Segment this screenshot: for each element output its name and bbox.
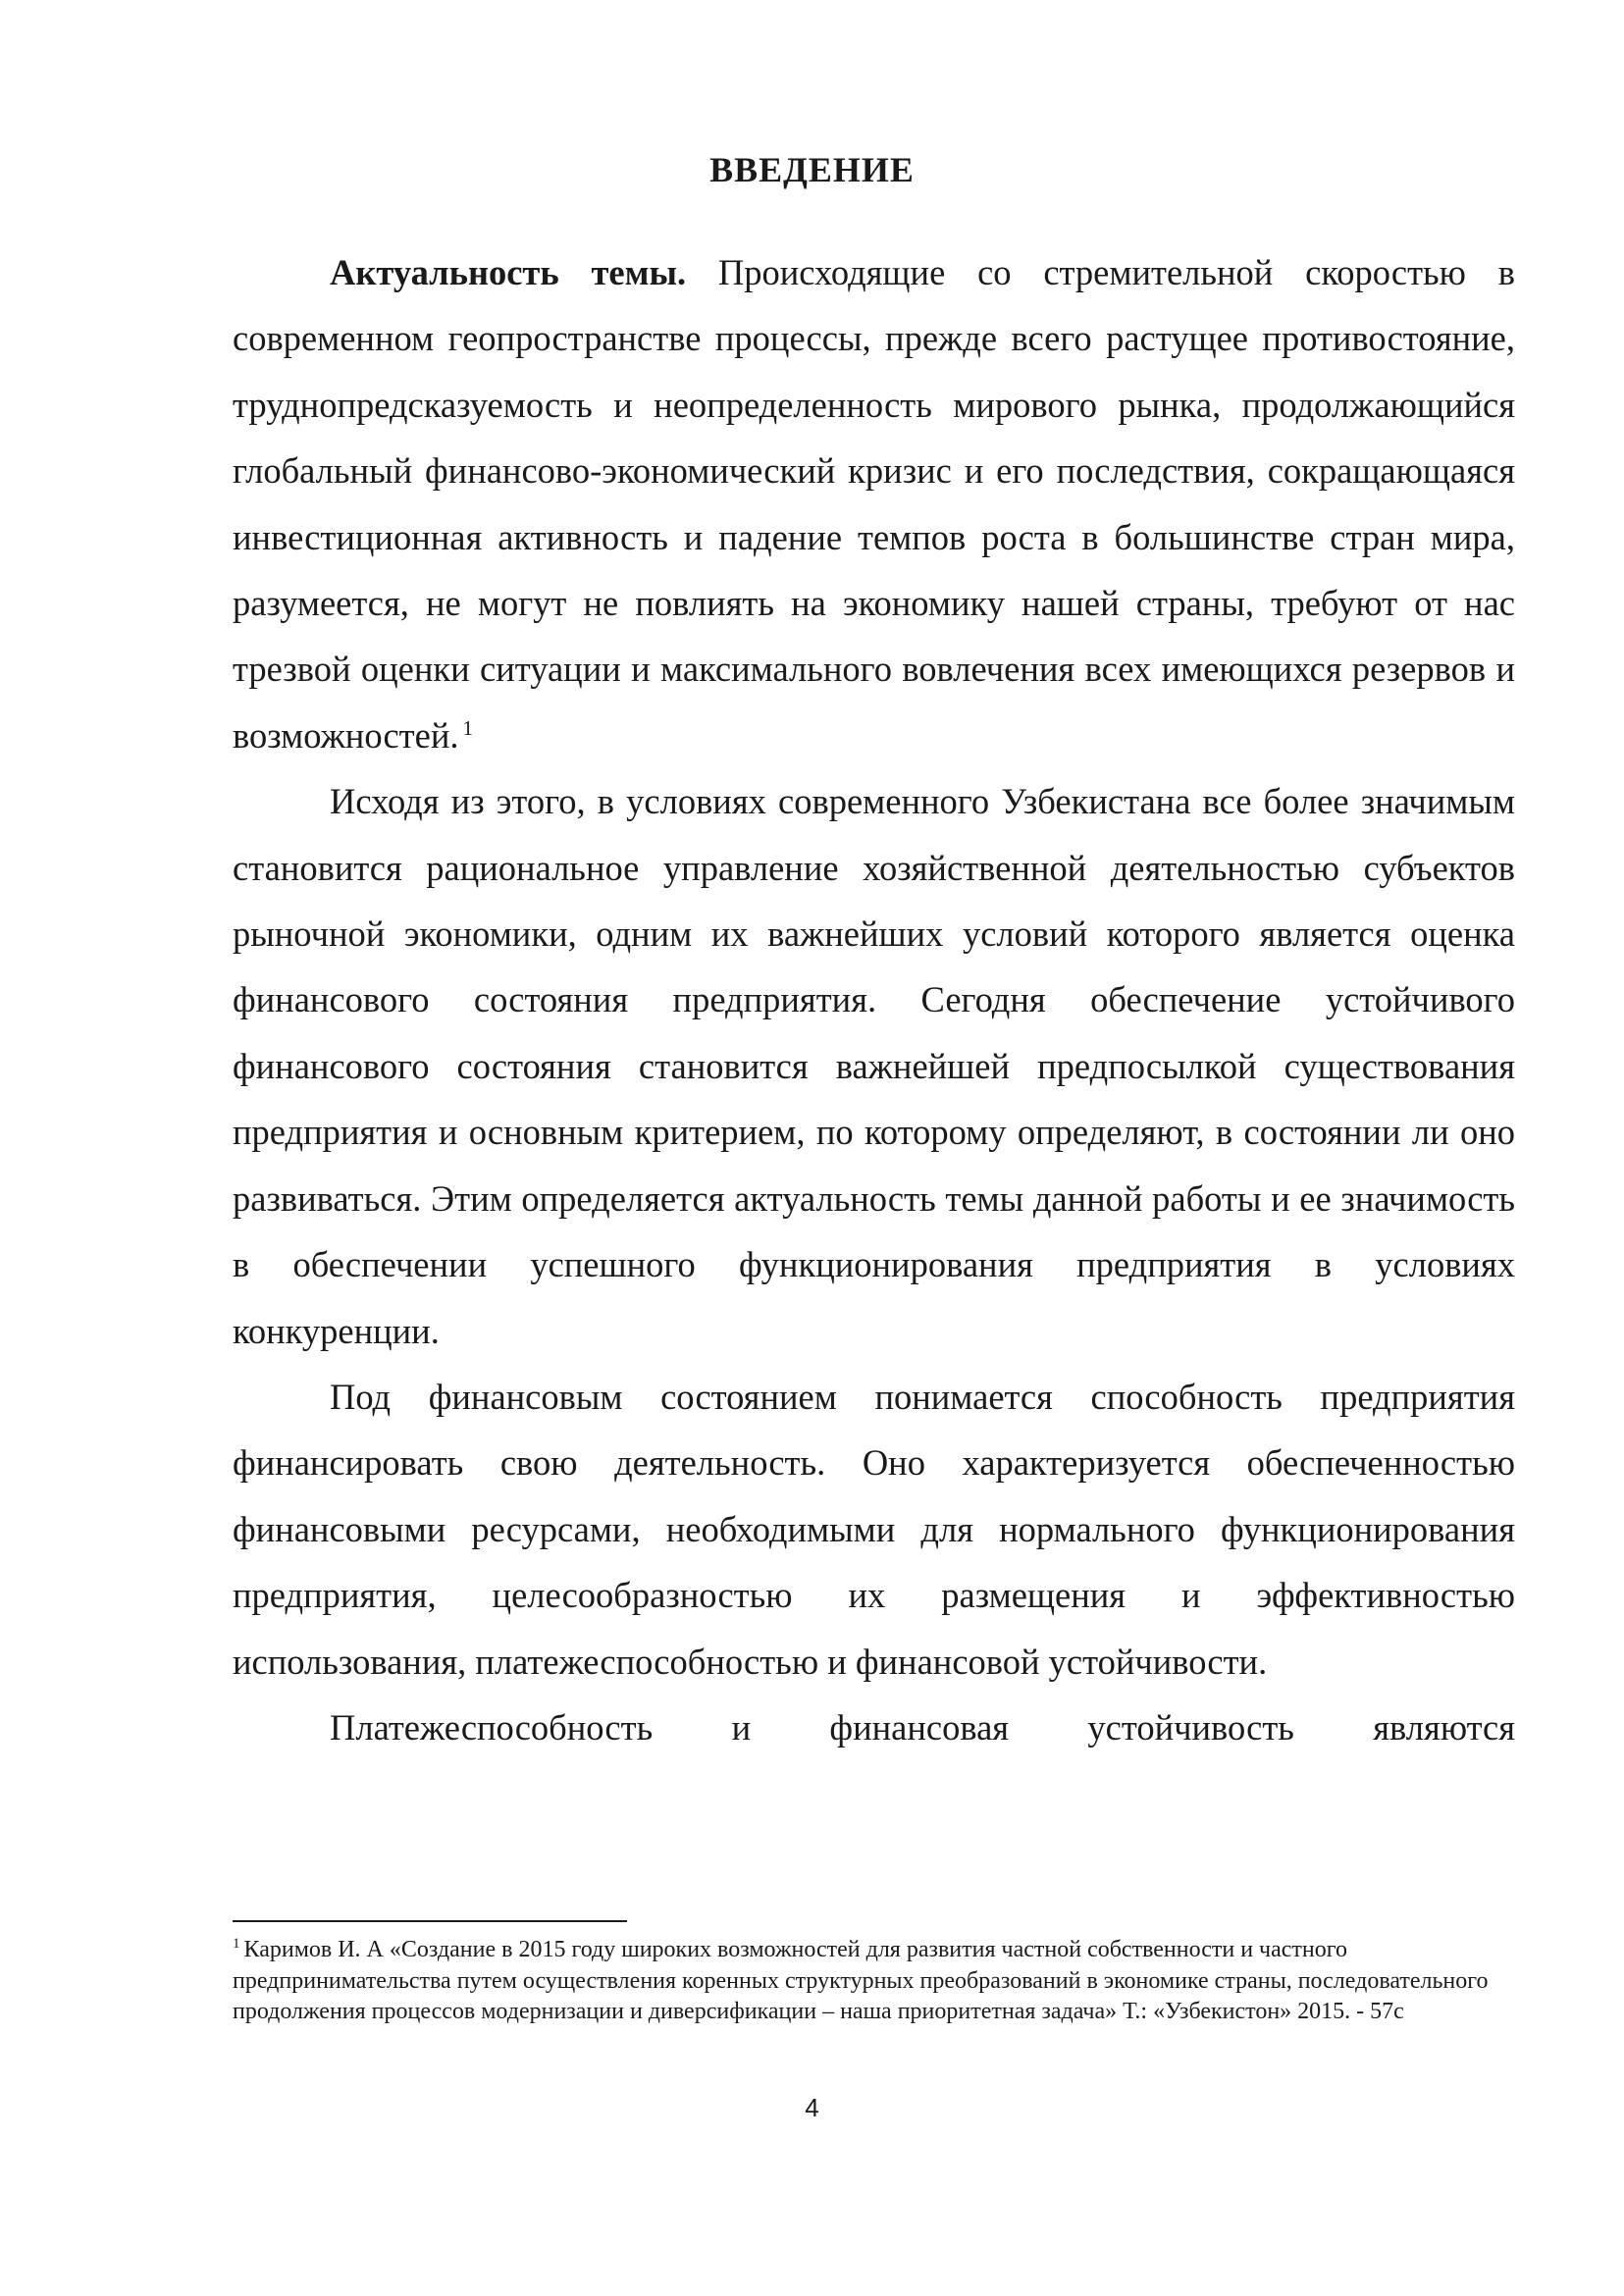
footnote-reference[interactable]: 1	[462, 715, 473, 740]
paragraph-relevance	[233, 239, 1515, 768]
footnote-number: 1	[233, 1936, 240, 1952]
section-title: ВВЕДЕНИЕ	[709, 150, 915, 189]
footnote-text: Каримов И. А «Создание в 2015 году широких возможностей для развития частной собственности и частного предпринимательства путем осуществления коренных структурных преобразований в экономике страны, последовательного продолжения процессов модернизации и диверсификации – наша приоритетная задача» Т.: «Узбекистон» 2015. - 57с	[233, 1937, 1489, 2024]
paragraph-text: Происходящие со стремительной скоростью в современном геопространстве процессы, прежде всего растущее противостояние, труднопредсказуемость и неопределенность мирового рынка, продолжающийся глобальный финансово-экономический кризис и его последствия, сокращающаяся инвестиционная активность и падение темпов роста в большинстве стран мира, разумеется, не могут не повлиять на экономику нашей страны, требуют от нас трезвой оценки ситуации и максимального вовлечения всех имеющихся резервов и возможностей.	[233, 252, 1515, 756]
footnote	[233, 1935, 1518, 2028]
body-text	[233, 239, 1515, 1760]
paragraph-uzbekistan: Исходя из этого, в условиях современного Узбекистана все более значимым становится рациональное управление хозяйственной деятельностью субъектов рыночной экономики, одним их важнейших условий которого является оценка финансового состояния предприятия. Сегодня обеспечение устойчивого финансового состояния становится важнейшей предпосылкой существования предприятия и основным критерием, по которому определяют, в состоянии ли оно развиваться. Этим определяется актуальность темы данной работы и ее значимость в обеспечении успешного функционирования предприятия в условиях конкуренции.	[233, 781, 1515, 1351]
paragraph-solvency: Платежеспособность и финансовая устойчивость являются	[330, 1706, 1515, 1748]
paragraph-lead: Актуальность темы.	[330, 252, 687, 292]
page-number: 4	[805, 2093, 819, 2122]
paragraph-financial-state: Под финансовым состоянием понимается способность предприятия финансировать свою деятельность. Оно характеризуется обеспеченностью финансовыми ресурсами, необходимыми для нормального функционирования предприятия, целесообразностью их размещения и эффективностью использования, платежеспособностью и финансовой устойчивости.	[233, 1376, 1515, 1682]
footnote-separator	[233, 1920, 627, 1922]
